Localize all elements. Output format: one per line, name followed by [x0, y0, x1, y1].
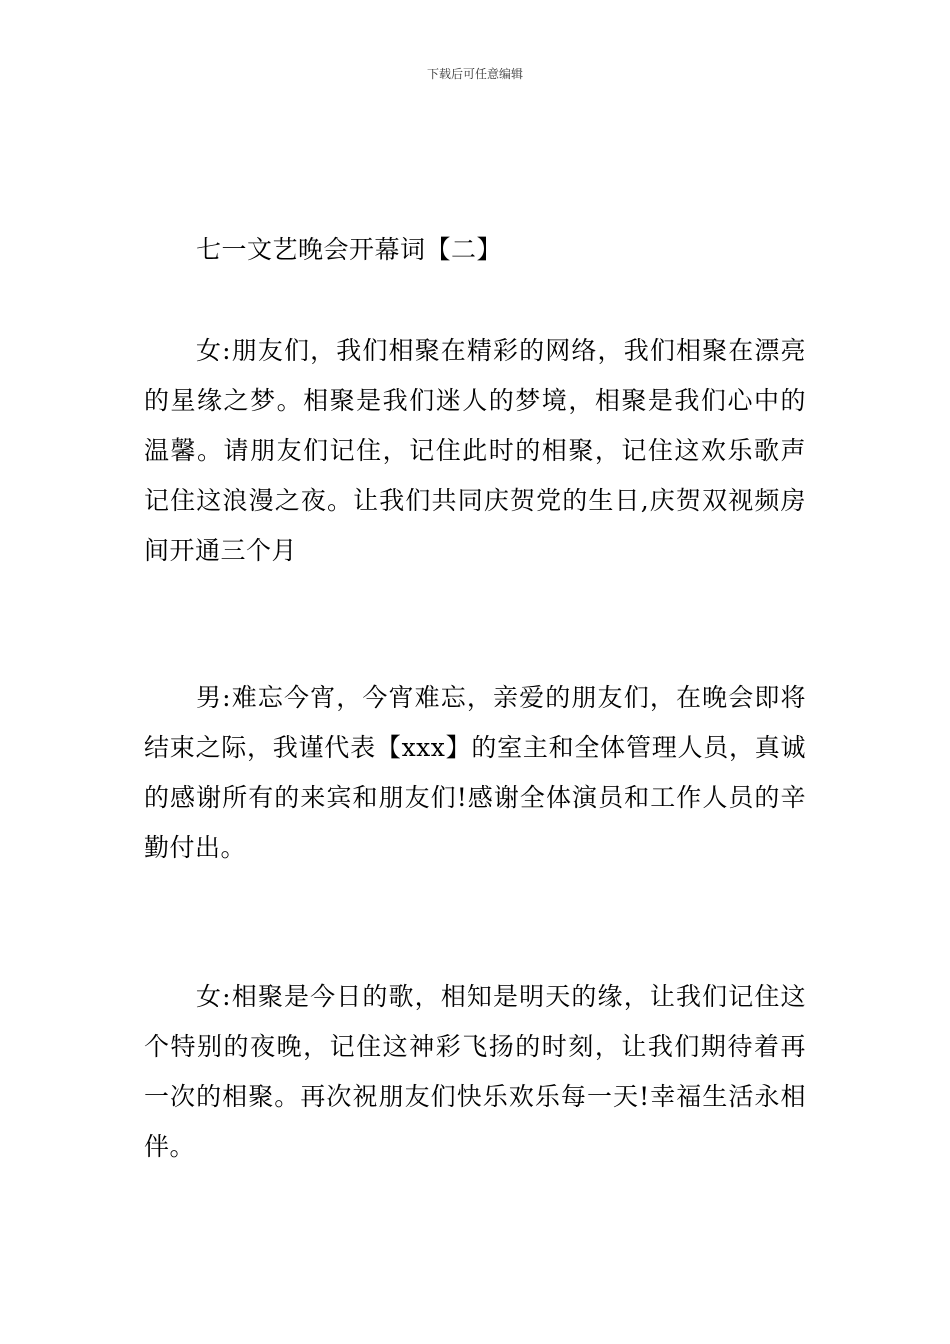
paragraph-1: 女:朋友们，我们相聚在精彩的网络，我们相聚在漂亮的星缘之梦。相聚是我们迷人的梦境，相聚是我们心中的温馨。请朋友们记住，记住此时的相聚，记住这欢乐歌声记住这浪漫之夜。让我们共同庆贺党的生日,庆贺双视频房间开通三个月 — [144, 336, 806, 565]
paragraph-2: 男:难忘今宵，今宵难忘，亲爱的朋友们，在晚会即将结束之际，我谨代表【xxx】的室主和全体管理人员，真诚的感谢所有的来宾和朋友们!感谢全体演员和工作人员的辛勤付出。 — [144, 683, 806, 862]
header-note: 下载后可任意编辑 — [426, 67, 523, 81]
document-title: 七一文艺晚会开幕词【二】 — [196, 235, 503, 264]
paragraph-3: 女:相聚是今日的歌，相知是明天的缘，让我们记住这个特别的夜晚，记住这神彩飞扬的时刻，让我们期待着再一次的相聚。再次祝朋友们快乐欢乐每一天!幸福生活永相伴。 — [144, 982, 806, 1161]
